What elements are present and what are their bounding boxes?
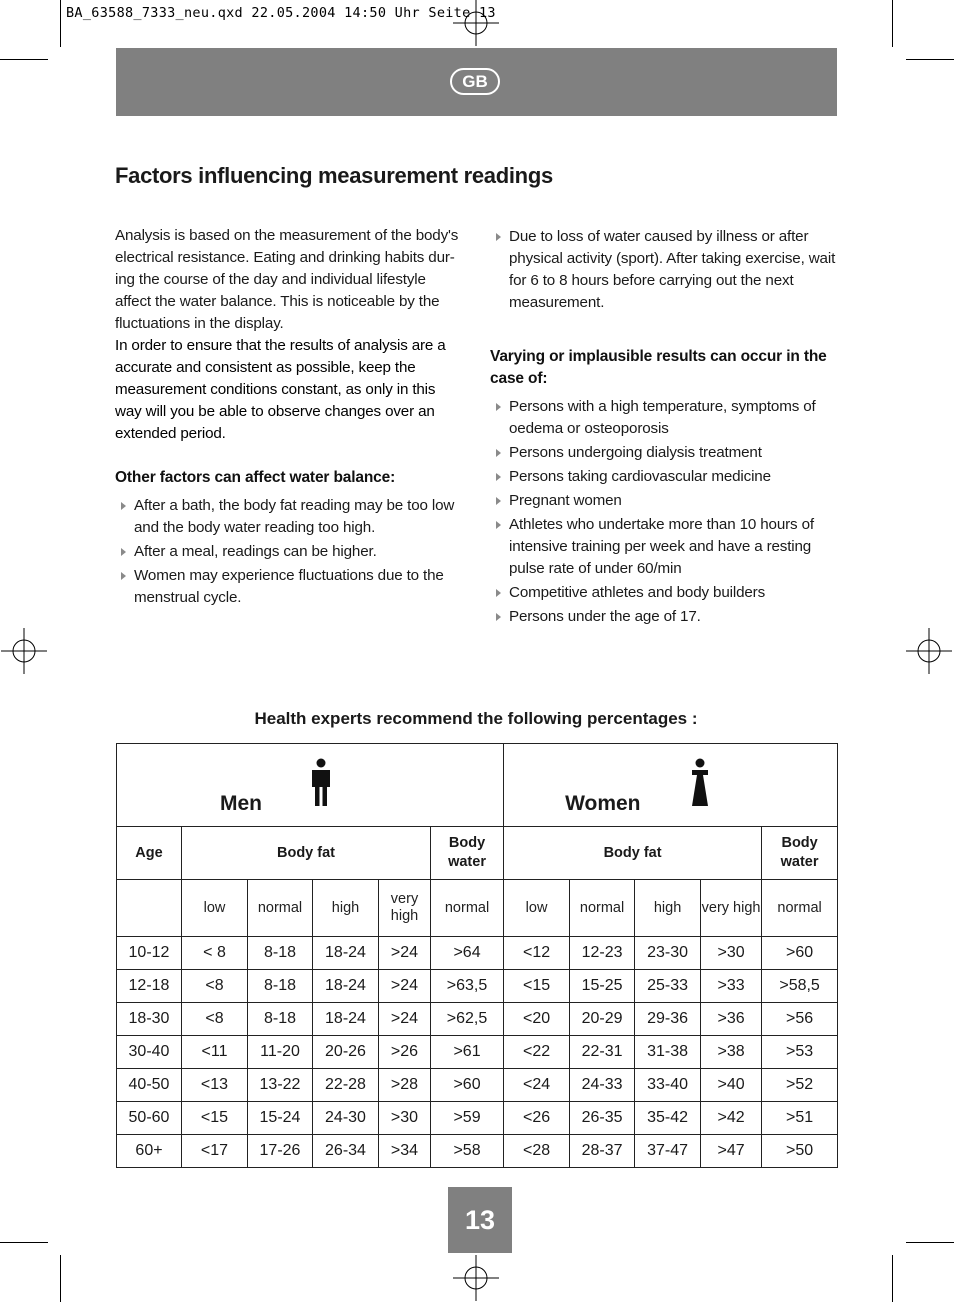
table-cell: >40 <box>701 1069 762 1102</box>
water-loss-list <box>490 226 840 314</box>
table-cell: <15 <box>504 970 570 1003</box>
triangle-right-icon <box>121 548 126 556</box>
table-cell: >56 <box>762 1003 838 1036</box>
table-cell: 8-18 <box>248 970 313 1003</box>
table-cell: 20-26 <box>313 1036 379 1069</box>
crop-mark <box>892 1255 893 1302</box>
table-cell: < 8 <box>182 937 248 970</box>
table-cell: >64 <box>431 937 504 970</box>
table-cell: >50 <box>762 1135 838 1168</box>
table-row <box>117 1003 838 1036</box>
percentages-table <box>116 743 838 1168</box>
triangle-right-icon <box>496 449 501 457</box>
intro-paragraph: Analysis is based on the measurement of the body's electrical resistance. Eating and drinking habits dur-ing the course of the day and individual lifestyle affect the water balance. This is noticeable by the fluctuations in the display. <box>115 227 459 332</box>
female-figure-icon <box>690 758 710 806</box>
table-cell: 28-37 <box>570 1135 635 1168</box>
page-title: Factors influencing measurement readings <box>115 163 553 188</box>
list-item: Persons taking cardiovascular medicine <box>490 466 840 488</box>
table-cell: 18-24 <box>313 937 379 970</box>
table-cell: >30 <box>701 937 762 970</box>
table-cell: >34 <box>379 1135 431 1168</box>
table-cell: >47 <box>701 1135 762 1168</box>
subheader-very-high: very high <box>701 880 762 937</box>
triangle-right-icon <box>496 403 501 411</box>
table-cell: 22-31 <box>570 1036 635 1069</box>
table-cell: 25-33 <box>635 970 701 1003</box>
list-item: After a meal, readings can be higher. <box>115 541 465 563</box>
table-cell: 40-50 <box>117 1069 182 1102</box>
table-cell: 24-30 <box>313 1102 379 1135</box>
table-cell: >53 <box>762 1036 838 1069</box>
triangle-right-icon <box>496 521 501 529</box>
list-item: Persons under the age of 17. <box>490 606 840 628</box>
table-header-row <box>117 827 838 880</box>
table-cell: 29-36 <box>635 1003 701 1036</box>
subheader-normal: normal <box>431 880 504 937</box>
table-row <box>117 1135 838 1168</box>
water-balance-list <box>115 495 465 609</box>
list-item: Women may experience fluctuations due to the menstrual cycle. <box>115 565 465 609</box>
page-number: 13 <box>448 1187 512 1253</box>
male-figure-icon <box>311 758 331 806</box>
table-body <box>117 937 838 1168</box>
table-cell: >63,5 <box>431 970 504 1003</box>
table-cell: <17 <box>182 1135 248 1168</box>
table-cell: 18-30 <box>117 1003 182 1036</box>
list-item: Athletes who undertake more than 10 hours of intensive training per week and have a resting pulse rate of under 60/min <box>490 514 840 580</box>
crop-mark <box>892 0 893 47</box>
table-subheader-row <box>117 880 838 937</box>
table-cell: 17-26 <box>248 1135 313 1168</box>
women-body-fat-header: Body fat <box>504 827 762 880</box>
table-cell: 37-47 <box>635 1135 701 1168</box>
table-cell: <20 <box>504 1003 570 1036</box>
table-row <box>117 937 838 970</box>
water-balance-subheading: Other factors can affect water balance: <box>115 469 396 486</box>
table-group-header-row <box>117 744 838 827</box>
table-cell: >24 <box>379 937 431 970</box>
table-cell: 12-23 <box>570 937 635 970</box>
print-slug-line: BA_63588_7333_neu.qxd 22.05.2004 14:50 Uhr Seite 13 <box>66 5 496 21</box>
table-cell: <8 <box>182 970 248 1003</box>
table-cell: 35-42 <box>635 1102 701 1135</box>
list-item: Competitive athletes and body builders <box>490 582 840 604</box>
men-label: Men <box>220 792 262 815</box>
table-cell: >33 <box>701 970 762 1003</box>
table-cell: <26 <box>504 1102 570 1135</box>
subheader-high: high <box>635 880 701 937</box>
registration-mark-icon <box>1 628 47 674</box>
table-cell: 20-29 <box>570 1003 635 1036</box>
table-cell: >24 <box>379 1003 431 1036</box>
table-cell: 12-18 <box>117 970 182 1003</box>
crop-mark <box>906 59 954 60</box>
table-cell: >59 <box>431 1102 504 1135</box>
table-cell: 23-30 <box>635 937 701 970</box>
registration-mark-icon <box>906 628 952 674</box>
table-cell: 50-60 <box>117 1102 182 1135</box>
empty-cell <box>117 880 182 937</box>
table-cell: 31-38 <box>635 1036 701 1069</box>
table-cell: >61 <box>431 1036 504 1069</box>
men-header-cell <box>117 744 504 827</box>
table-cell: 30-40 <box>117 1036 182 1069</box>
subheader-very-high: very high <box>379 880 431 937</box>
table-cell: >38 <box>701 1036 762 1069</box>
women-body-water-header: Body water <box>762 827 838 880</box>
crop-mark <box>0 59 48 60</box>
list-item: After a bath, the body fat reading may be too low and the body water reading too high. <box>115 495 465 539</box>
table-cell: >60 <box>762 937 838 970</box>
table-cell: >60 <box>431 1069 504 1102</box>
subheader-normal: normal <box>570 880 635 937</box>
table-row <box>117 1036 838 1069</box>
table-cell: 8-18 <box>248 937 313 970</box>
table-cell: 18-24 <box>313 970 379 1003</box>
table-cell: <28 <box>504 1135 570 1168</box>
table-row <box>117 1069 838 1102</box>
triangle-right-icon <box>121 502 126 510</box>
table-caption: Health experts recommend the following percentages : <box>254 709 698 728</box>
triangle-right-icon <box>496 497 501 505</box>
triangle-right-icon <box>496 589 501 597</box>
table-row <box>117 970 838 1003</box>
triangle-right-icon <box>496 613 501 621</box>
table-cell: <24 <box>504 1069 570 1102</box>
registration-mark-icon <box>453 0 499 46</box>
triangle-right-icon <box>496 233 501 241</box>
table-cell: 8-18 <box>248 1003 313 1036</box>
table-cell: <15 <box>182 1102 248 1135</box>
age-column-header: Age <box>117 827 182 880</box>
table-cell: >42 <box>701 1102 762 1135</box>
subheader-low: low <box>504 880 570 937</box>
list-item: Persons undergoing dialysis treatment <box>490 442 840 464</box>
table-cell: 10-12 <box>117 937 182 970</box>
subheader-normal: normal <box>248 880 313 937</box>
table-cell: >24 <box>379 970 431 1003</box>
crop-mark <box>60 1255 61 1302</box>
subheader-low: low <box>182 880 248 937</box>
table-cell: >58 <box>431 1135 504 1168</box>
table-cell: 11-20 <box>248 1036 313 1069</box>
triangle-right-icon <box>496 473 501 481</box>
language-badge: GB <box>450 68 500 95</box>
table-cell: 33-40 <box>635 1069 701 1102</box>
subheader-normal: normal <box>762 880 838 937</box>
table-cell: 22-28 <box>313 1069 379 1102</box>
crop-mark <box>0 1242 48 1243</box>
right-column <box>490 226 840 628</box>
table-row <box>117 1102 838 1135</box>
table-cell: <11 <box>182 1036 248 1069</box>
table-cell: >36 <box>701 1003 762 1036</box>
table-cell: 15-25 <box>570 970 635 1003</box>
list-item: Persons with a high temperature, symptoms of oedema or osteoporosis <box>490 396 840 440</box>
table-cell: 24-33 <box>570 1069 635 1102</box>
table-cell: >62,5 <box>431 1003 504 1036</box>
list-item: Pregnant women <box>490 490 840 512</box>
men-body-fat-header: Body fat <box>182 827 431 880</box>
table-cell: >52 <box>762 1069 838 1102</box>
table-cell: 26-34 <box>313 1135 379 1168</box>
implausible-results-list <box>490 396 840 628</box>
table-cell: <8 <box>182 1003 248 1036</box>
table-cell: >58,5 <box>762 970 838 1003</box>
table-cell: <22 <box>504 1036 570 1069</box>
table-cell: 13-22 <box>248 1069 313 1102</box>
crop-mark <box>60 0 61 47</box>
table-cell: >28 <box>379 1069 431 1102</box>
men-body-water-header: Body water <box>431 827 504 880</box>
implausible-results-subheading: Varying or implausible results can occur in the case of: <box>490 348 827 387</box>
table-cell: >51 <box>762 1102 838 1135</box>
crop-mark <box>906 1242 954 1243</box>
table-cell: 18-24 <box>313 1003 379 1036</box>
women-header-cell <box>504 744 838 827</box>
table-cell: <13 <box>182 1069 248 1102</box>
table-cell: <12 <box>504 937 570 970</box>
left-column <box>115 225 465 609</box>
subheader-high: high <box>313 880 379 937</box>
consistency-paragraph: In order to ensure that the results of analysis are a accurate and consistent as possible, keep the measurement conditions constant, as only in this way will you be able to observe changes over an extended period. <box>115 337 446 442</box>
table-cell: >30 <box>379 1102 431 1135</box>
triangle-right-icon <box>121 572 126 580</box>
women-label: Women <box>565 792 641 815</box>
table-cell: 26-35 <box>570 1102 635 1135</box>
table-cell: 60+ <box>117 1135 182 1168</box>
list-item: Due to loss of water caused by illness or after physical activity (sport). After taking exercise, wait for 6 to 8 hours before carrying out the next measurement. <box>490 226 840 314</box>
registration-mark-icon <box>453 1255 499 1301</box>
table-cell: 15-24 <box>248 1102 313 1135</box>
table-cell: >26 <box>379 1036 431 1069</box>
